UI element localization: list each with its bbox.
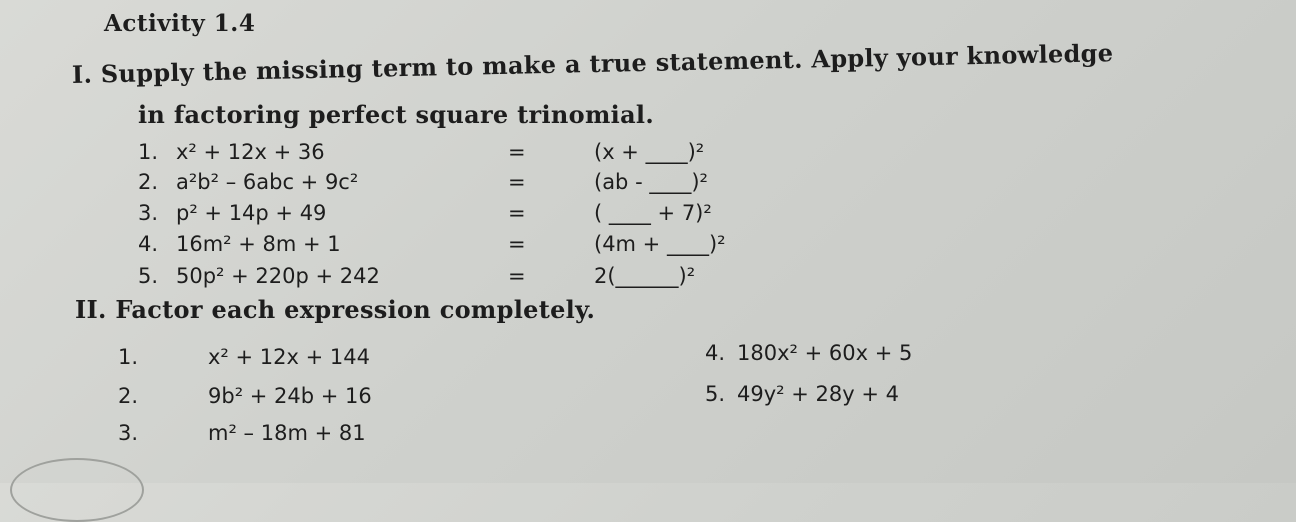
equals-sign: = <box>508 170 526 194</box>
expression: 9b² + 24b + 16 <box>208 384 372 408</box>
answer-blank: (ab - ____)² <box>594 170 708 194</box>
item-number: 1. <box>118 345 139 369</box>
expression: 49y² + 28y + 4 <box>737 382 899 406</box>
answer-blank: 2(______)² <box>594 264 696 288</box>
answer-blank: (x + ____)² <box>594 140 705 164</box>
trinomial: x² + 12x + 36 <box>176 140 325 164</box>
trinomial: a²b² – 6abc + 9c² <box>176 170 359 194</box>
equals-sign: = <box>508 264 526 288</box>
equals-sign: = <box>508 140 526 164</box>
trinomial: 50p² + 220p + 242 <box>176 264 380 288</box>
item-number: 5. <box>705 382 726 406</box>
expression: 180x² + 60x + 5 <box>737 341 913 365</box>
item-number: 3. <box>118 421 139 445</box>
item-number: 3. <box>138 201 159 225</box>
equals-sign: = <box>508 232 526 256</box>
section2-heading: II. Factor each expression completely. <box>75 295 596 324</box>
answer-blank: (4m + ____)² <box>594 232 726 256</box>
section1-heading-cont: in factoring perfect square trinomial. <box>138 100 654 129</box>
item-number: 4. <box>138 232 159 256</box>
activity-title: Activity 1.4 <box>104 10 256 37</box>
item-number: 5. <box>138 264 159 288</box>
expression: m² – 18m + 81 <box>208 421 366 445</box>
item-number: 4. <box>705 341 726 365</box>
equals-sign: = <box>508 201 526 225</box>
section1-heading: I. Supply the missing term to make a true statement. Apply your knowledge <box>71 38 1114 89</box>
item-number: 2. <box>118 384 139 408</box>
trinomial: p² + 14p + 49 <box>176 201 327 225</box>
item-number: 1. <box>138 140 159 164</box>
paper-curve-mark <box>10 458 144 522</box>
trinomial: 16m² + 8m + 1 <box>176 232 341 256</box>
answer-blank: ( ____ + 7)² <box>594 201 712 225</box>
item-number: 2. <box>138 170 159 194</box>
expression: x² + 12x + 144 <box>208 345 370 369</box>
